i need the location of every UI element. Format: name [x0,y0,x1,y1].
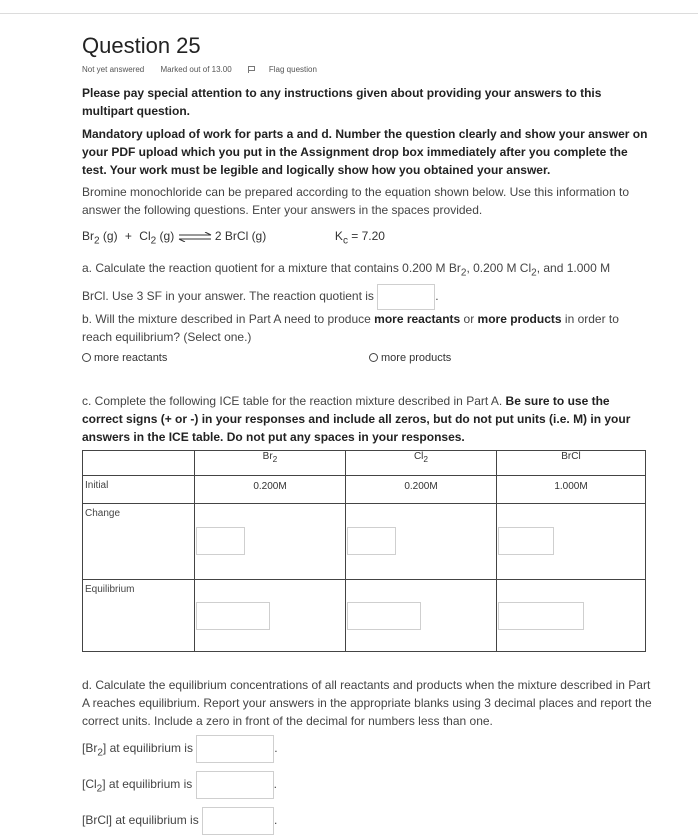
intro-text: Bromine monochloride can be prepared according to the equation shown below. Use this information to answer the following questions. Enter your answers in the spaces provided. [82,185,629,217]
br2-equilibrium-row: $[Br_2]$ at equilibrium is . [82,735,278,763]
ice-row-initial [83,476,646,504]
ice-initial-brcl: 1.000M [497,476,646,504]
ice-label-initial: Initial [83,476,195,504]
cl2-equilibrium-input[interactable] [196,771,274,799]
part-c-text: c. Complete the following ICE table for the reaction mixture described in Part A. Be sure to use the correct signs (+ or -) in your responses and include all zeros, but do not put units (i.e. M) in your answers in the ICE table. Do not put any spaces in your responses. [82,394,631,444]
ice-header-brcl: BrCl [497,451,646,476]
br2-equilibrium-input[interactable] [196,735,274,763]
answer-status: Not yet answered [82,65,145,74]
question-meta [82,65,345,74]
ice-label-equilibrium: Equilibrium [83,580,195,652]
cl2-equilibrium-row: $[Cl_2]$ at equilibrium is . [82,771,277,799]
radio-more-products[interactable]: more products [369,352,451,364]
part-b-text: b. Will the mixture described in Part A need to produce more reactants or more products in order to reach equilibrium? (Select one.) [82,312,619,344]
ice-change-brcl-input[interactable] [498,527,554,555]
ice-equilibrium-cl2-input[interactable] [347,602,421,630]
radio-circle-icon [82,353,91,362]
part-a-text: a. Calculate the reaction quotient for a mixture that contains 0.200 M $Br_2$, 0.200 M $Cl_2$, and 1.000 M BrCl. Use 3 SF in your answer. The reaction quotient is . [82,257,652,310]
ice-header-row [83,451,646,476]
ice-table [82,450,646,652]
instruction-attention: Please pay special attention to any instructions given about providing your answers to this multipart question. [82,86,602,118]
equilibrium-arrow-icon [178,232,212,242]
flag-question-label: Flag question [268,65,317,74]
kc-symbol: $K_c$ [334,229,348,247]
flag-icon [248,66,255,73]
brcl-equilibrium-row: [BrCl] at equilibrium is . [82,807,277,835]
ice-change-br2-input[interactable] [196,527,245,555]
question-title: Question 25 [82,33,201,58]
flag-question-link[interactable] [248,65,331,74]
radio-circle-icon [369,353,378,362]
part-d-text: d. Calculate the equilibrium concentrations of all reactants and products when the mixture described in Part A reaches equilibrium. Report your answers in the appropriate blanks using 3 decimal places and report the correct units. Include a zero in front of the decimal for numbers less than one. [82,678,652,728]
ice-label-change: Change [83,504,195,580]
chemical-equation: $Br_2$ $(g) + Cl_2$ (g) 2 BrCl (g) $K_c = 7.20$ [82,229,385,247]
instruction-upload: Mandatory upload of work for parts a and d. Number the question clearly and show your answer on your PDF upload which you put in the Assignment drop box immediately after you complete the test. Your work must be legible and logically show how you obtained your answer. [82,127,648,177]
ice-change-cl2-input[interactable] [347,527,396,555]
top-divider [0,13,698,14]
radio-more-reactants[interactable]: more reactants [82,352,167,364]
marks-label: Marked out of 13.00 [160,65,232,74]
reaction-quotient-input[interactable] [377,284,435,310]
brcl-equilibrium-input[interactable] [202,807,274,835]
ice-header-cl2: $Cl_2$ [346,451,497,476]
ice-initial-br2: 0.200M [195,476,346,504]
ice-header-br2: $Br_2$ [195,451,346,476]
ice-initial-cl2: 0.200M [346,476,497,504]
ice-equilibrium-brcl-input[interactable] [498,602,584,630]
ice-row-change [83,504,646,580]
ice-row-equilibrium [83,580,646,652]
ice-equilibrium-br2-input[interactable] [196,602,270,630]
